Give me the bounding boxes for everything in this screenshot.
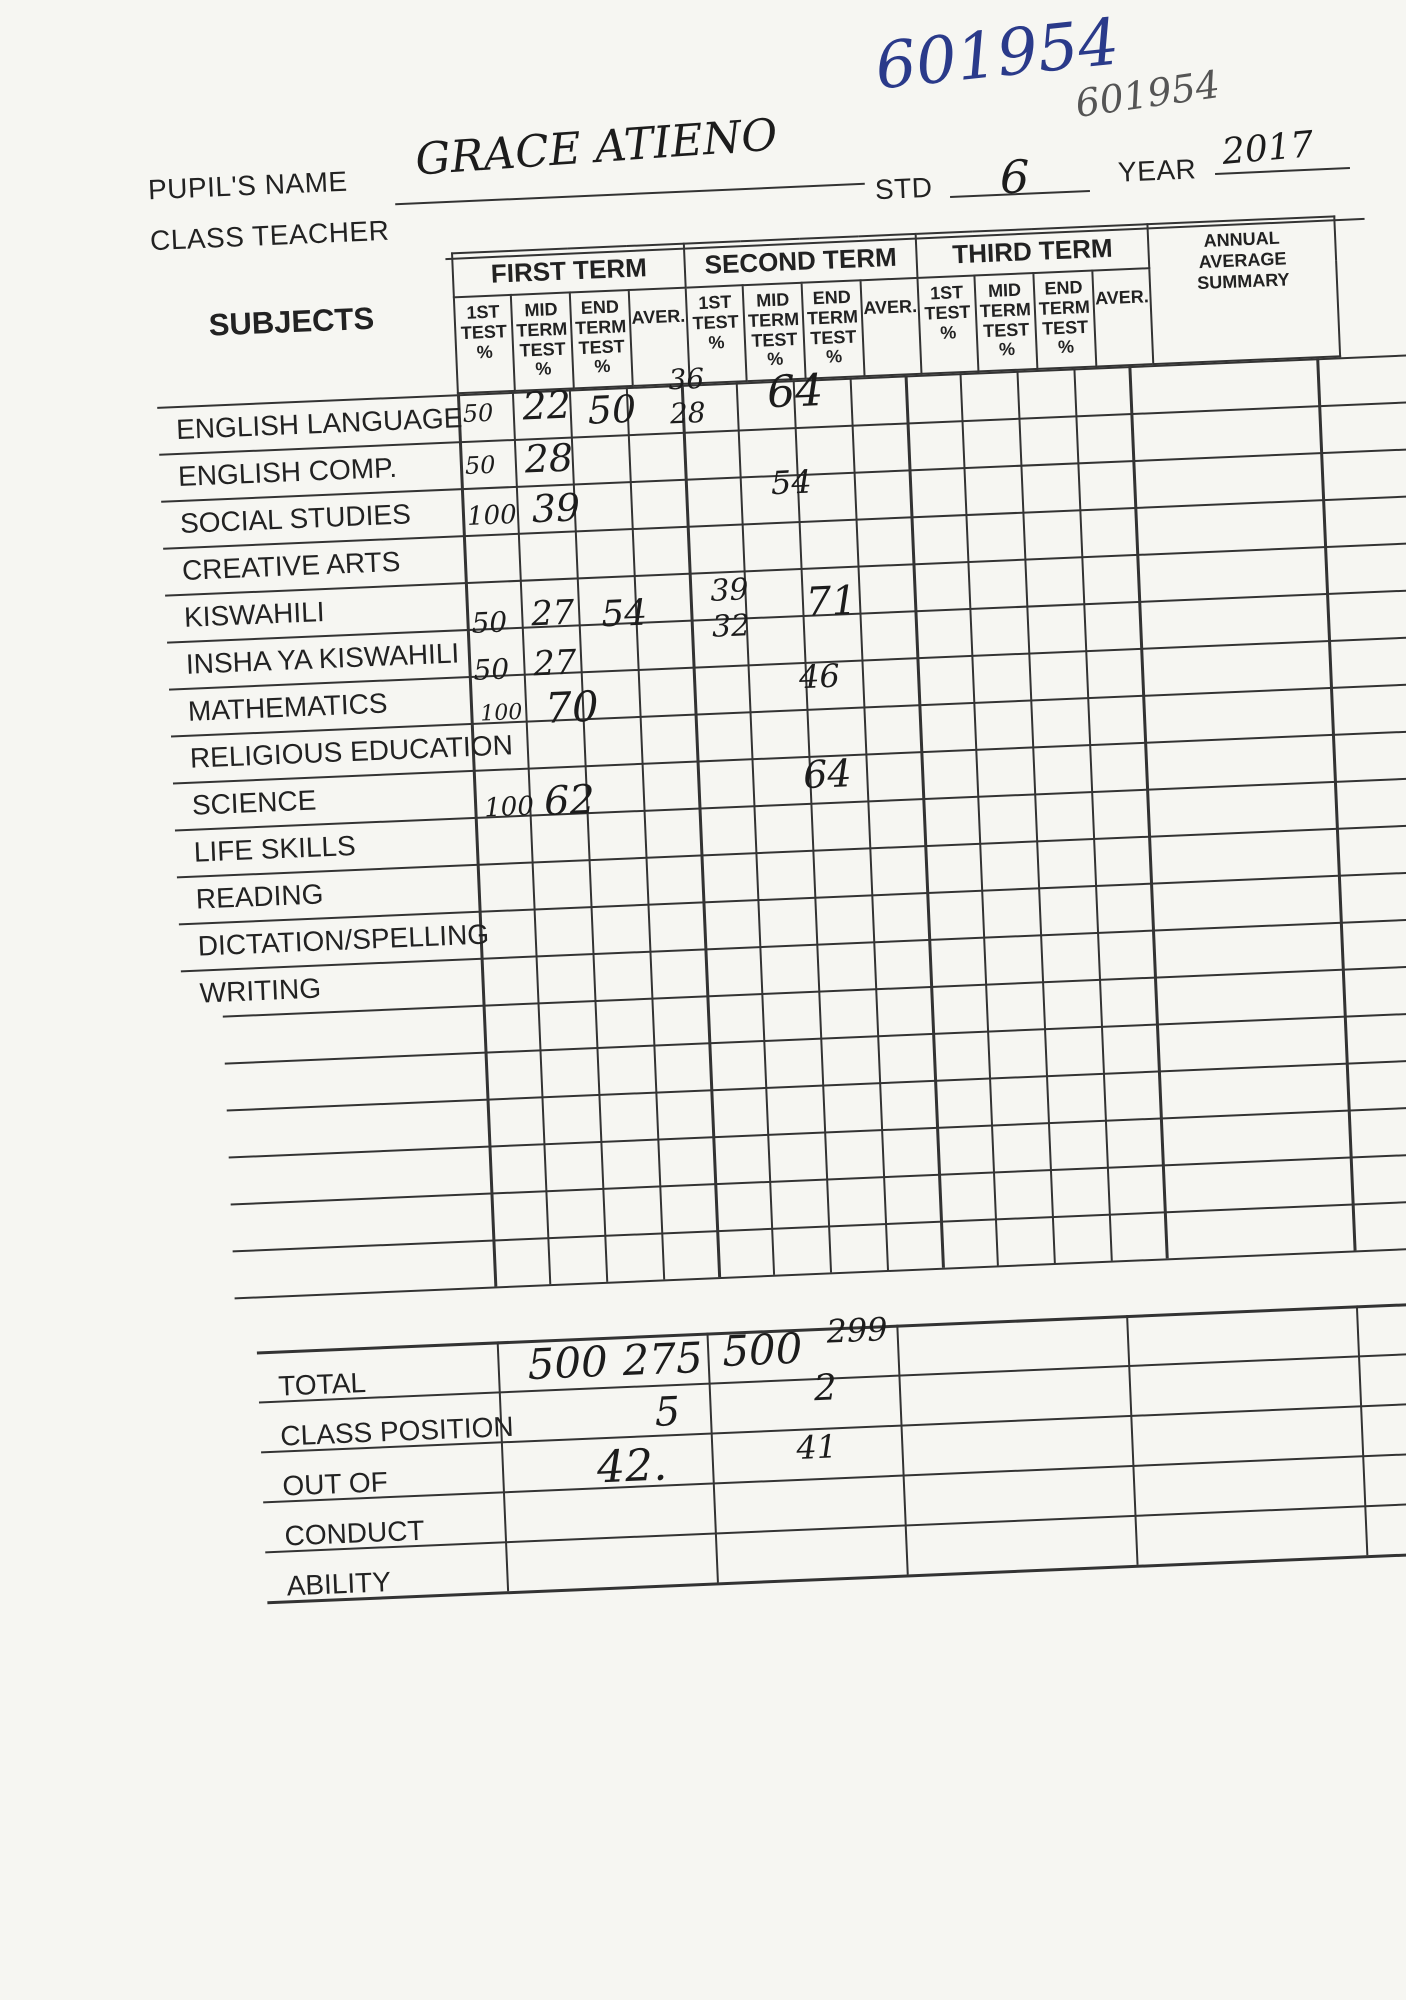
position-t1: 5 <box>653 1388 682 1436</box>
mark-insha-t1-mid: 27 <box>532 642 578 685</box>
grid-row-line <box>167 585 1406 643</box>
sub-heading-text: % <box>593 356 611 377</box>
total-t2-out: 500 <box>721 1323 804 1376</box>
marks-table <box>451 215 1341 397</box>
second-term-heading: SECOND TERM <box>684 234 918 288</box>
grid-row-line <box>177 820 1406 878</box>
sub-heading-cell <box>570 290 633 388</box>
sub-heading-text: 1ST <box>929 282 964 304</box>
mark-ss-t1-mid: 39 <box>530 485 582 532</box>
subject-name: READING <box>195 878 324 915</box>
grid-row-line <box>179 867 1406 925</box>
grid-col-line <box>1128 366 1168 1258</box>
grid-col-line <box>736 383 775 1275</box>
position-t2: 2 <box>813 1367 838 1410</box>
sub-heading-text: TERM <box>1038 296 1091 319</box>
subject-name: SCIENCE <box>191 784 317 821</box>
total-t1-out: 500 <box>526 1336 609 1390</box>
subject-name: ENGLISH LANGUAGE <box>175 402 463 446</box>
sub-heading-text: TERM <box>806 306 859 329</box>
subject-name: MATHEMATICS <box>187 687 389 727</box>
annual-line-1: ANNUAL <box>1203 227 1281 251</box>
annual-line-3: SUMMARY <box>1196 269 1290 294</box>
total-label: TOTAL <box>277 1366 367 1402</box>
mark-ss-t1-out: 100 <box>466 499 518 532</box>
mark-sci-t1-mid: 62 <box>543 776 596 825</box>
grid-col-line <box>959 373 998 1265</box>
sub-heading-text: TERM <box>979 298 1032 322</box>
mark-comp-t1-out: 50 <box>464 450 497 481</box>
sub-heading-text: END <box>1044 277 1083 299</box>
grid-col-line <box>1316 358 1356 1250</box>
sub-heading-cell <box>1092 268 1153 366</box>
sub-heading-text: 1ST <box>697 291 732 314</box>
mark-eng-t2-aver: 64 <box>766 364 825 419</box>
std-value: 6 <box>1000 150 1030 204</box>
first-term-heading: FIRST TERM <box>452 244 686 298</box>
grid-col-line <box>850 378 889 1270</box>
grid-row-line <box>229 1102 1406 1159</box>
sub-heading-text: % <box>1057 336 1075 358</box>
grid-row-line <box>235 1243 1406 1300</box>
sub-heading-text: % <box>825 346 843 368</box>
sub-heading-text: TERM <box>574 315 627 339</box>
sub-heading-text: AVER. <box>862 295 918 319</box>
sub-heading-text: % <box>766 348 784 370</box>
mark-eng-t1-out: 50 <box>462 398 494 429</box>
sub-heading-text: % <box>998 339 1016 360</box>
mark-ss-t2: 54 <box>770 462 813 503</box>
subject-name: INSHA YA KISWAHILI <box>185 637 460 680</box>
ref-number-secondary: 601954 <box>1072 62 1223 126</box>
sub-heading-cell <box>1033 271 1096 369</box>
mark-eng-t1-aver: 50 <box>586 386 637 433</box>
grid-row-line <box>233 1196 1406 1253</box>
subject-name: SOCIAL STUDIES <box>179 498 412 539</box>
sub-heading-text: TEST <box>924 301 971 324</box>
footer-row-line <box>267 1547 1406 1604</box>
third-term-heading: THIRD TERM <box>916 224 1150 278</box>
mark-math-t1-mid: 70 <box>544 681 600 733</box>
grid-col-line <box>1073 368 1112 1260</box>
sub-heading-cell <box>917 276 978 374</box>
mark-kis-t2-aver: 71 <box>805 577 858 626</box>
mark-kis-t2-a: 39 <box>709 572 750 609</box>
grid-col-line <box>681 385 721 1277</box>
sub-heading-text: TEST <box>1041 316 1089 339</box>
footer-col-line <box>706 1333 718 1583</box>
subjects-heading: SUBJECTS <box>208 300 375 343</box>
std-label: STD <box>874 171 934 206</box>
mark-eng-t2-a: 36 <box>667 361 705 397</box>
pupil-name-line <box>395 183 865 205</box>
annual-summary-heading <box>1147 216 1340 364</box>
sub-heading-text: TERM <box>747 308 800 331</box>
year-value: 2017 <box>1220 124 1316 173</box>
class-teacher-label: CLASS TEACHER <box>149 214 390 257</box>
subject-name: DICTATION/SPELLING <box>197 918 490 962</box>
sub-heading-cell <box>861 278 922 376</box>
subject-name: CREATIVE ARTS <box>181 545 401 586</box>
subject-name: ENGLISH COMP. <box>177 451 398 493</box>
sub-heading-cell <box>802 280 865 378</box>
sub-heading-text: % <box>708 331 725 353</box>
sub-heading-text: 1ST <box>466 301 500 323</box>
mark-sci-t1-out: 100 <box>483 791 535 824</box>
grid-row-line <box>231 1149 1406 1206</box>
sub-heading-text: MID <box>524 299 558 321</box>
sub-heading-cell <box>974 273 1037 371</box>
sub-heading-text: % <box>476 341 494 363</box>
total-t1: 275 <box>621 1332 704 1386</box>
mark-kis-t1-mid: 27 <box>530 592 576 635</box>
mark-math-t2: 46 <box>798 656 841 697</box>
sub-heading-text: AVER. <box>631 305 686 328</box>
out-of-label: OUT OF <box>281 1466 389 1502</box>
year-label: YEAR <box>1117 153 1197 188</box>
sub-heading-text: END <box>580 296 620 319</box>
mark-insha-t1-out: 50 <box>472 652 510 687</box>
sub-heading-cell <box>511 292 574 390</box>
subject-name: WRITING <box>199 972 322 1009</box>
mark-kis-t1-out: 50 <box>470 605 508 640</box>
mark-kis-t2-b: 32 <box>711 608 751 645</box>
grid-row-line <box>227 1055 1406 1112</box>
class-position-label: CLASS POSITION <box>279 1410 515 1452</box>
sub-heading-text: MID <box>987 279 1022 301</box>
sub-heading-text: TEST <box>692 311 740 334</box>
grid-col-line <box>905 375 945 1267</box>
marks-sheet <box>150 183 1406 1873</box>
conduct-label: CONDUCT <box>283 1514 426 1552</box>
sub-heading-text: % <box>535 358 552 380</box>
ability-label: ABILITY <box>286 1566 392 1602</box>
sub-heading-text: TEST <box>519 338 567 361</box>
sub-heading-text: TEST <box>460 320 508 343</box>
mark-sci-t2: 64 <box>802 751 853 798</box>
subject-name: RELIGIOUS EDUCATION <box>189 729 514 774</box>
out-of-t2: 41 <box>795 1427 838 1467</box>
subject-name: KISWAHILI <box>183 596 326 633</box>
sub-heading-text: TERM <box>515 318 568 341</box>
grid-row-line <box>175 773 1406 831</box>
mark-eng-t1-mid: 22 <box>521 382 572 429</box>
footer-col-line <box>1356 1305 1368 1555</box>
grid-col-line <box>793 380 832 1272</box>
footer-col-line <box>1126 1315 1138 1565</box>
sub-heading-text: TEST <box>809 326 857 349</box>
subject-name: LIFE SKILLS <box>193 829 357 868</box>
sub-heading-text: END <box>812 286 852 309</box>
pupil-name: GRACE ATIENO <box>413 109 779 186</box>
out-of-t1: 42. <box>595 1439 669 1494</box>
mark-kis-t1-aver: 54 <box>600 592 648 636</box>
grid-col-line <box>1016 371 1055 1263</box>
footer-col-line <box>497 1341 509 1591</box>
total-t2: 299 <box>825 1310 889 1351</box>
sub-heading-text: % <box>939 321 957 343</box>
grid-row-line <box>225 1008 1406 1065</box>
ref-number: 601954 <box>871 5 1123 105</box>
mark-math-t1-out: 100 <box>479 699 523 727</box>
sub-heading-text: TEST <box>751 328 798 351</box>
grid-col-line <box>626 387 665 1279</box>
sub-heading-text: TEST <box>578 335 625 358</box>
sub-heading-text: AVER. <box>1094 286 1150 309</box>
annual-line-2: AVERAGE <box>1198 248 1287 273</box>
mark-eng-t2-b: 28 <box>669 395 707 431</box>
sub-heading-text: MID <box>755 289 790 311</box>
footer-col-line <box>896 1325 908 1575</box>
sub-heading-text: TEST <box>982 318 1030 341</box>
sub-heading-cell <box>454 295 515 393</box>
grid-row-line <box>223 961 1406 1018</box>
mark-comp-t1-mid: 28 <box>523 435 574 482</box>
pupil-name-label: PUPIL'S NAME <box>147 165 349 206</box>
footer-row-line <box>265 1498 1406 1554</box>
